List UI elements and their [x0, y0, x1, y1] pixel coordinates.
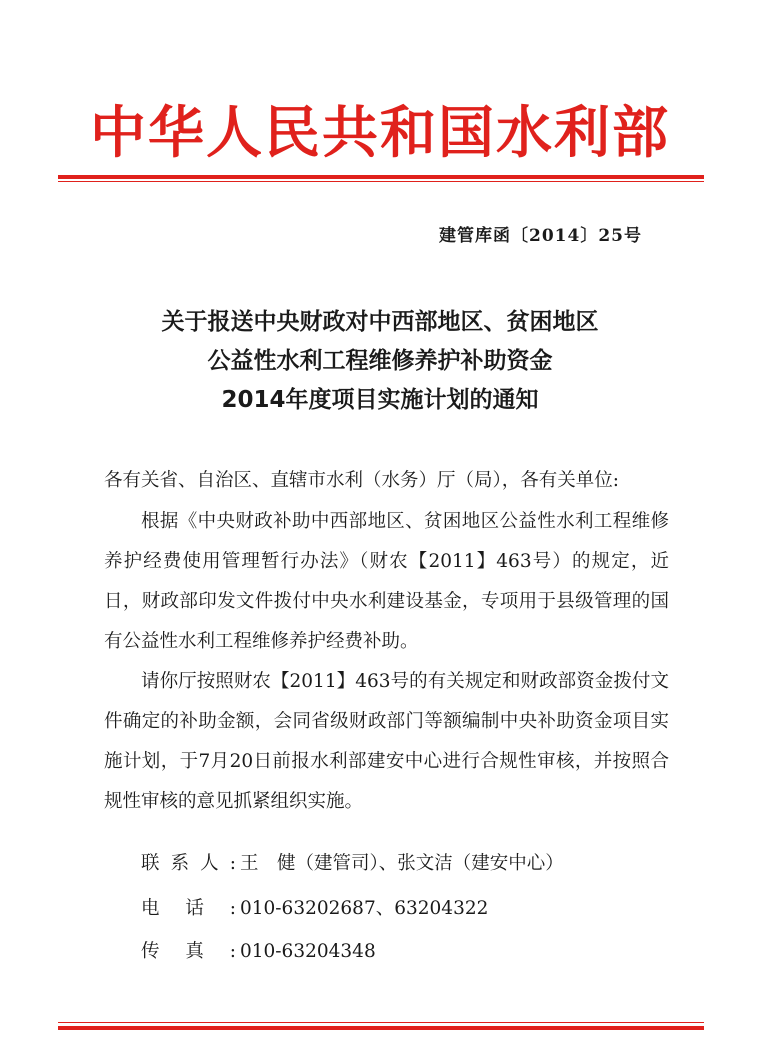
phone-row [141, 894, 488, 924]
contact-person-label: 联系人: [141, 853, 236, 874]
document-title-line-3: 2014年度项目实施计划的通知 [221, 387, 539, 413]
contact-person-value: 王 健（建管司）、张文洁（建安中心） [240, 853, 564, 874]
phone-label: 电话: [141, 898, 236, 919]
footer-red-rule-thick [58, 1026, 704, 1030]
fax-label: 传真: [141, 941, 236, 962]
fax-value: 010-63204348 [240, 941, 376, 962]
header-red-rule-thick [58, 175, 704, 179]
contact-person-row [141, 849, 564, 879]
salutation: 各有关省、自治区、直辖市水利（水务）厅（局），各有关单位: [104, 470, 619, 491]
body-paragraph-1: 根据《中央财政补助中西部地区、贫困地区公益性水利工程维修养护经费使用管理暂行办法》（财农【2011】463号）的规定，近日，财政部印发文件拨付中央水利建设基金，专项用于县级管理的国有公益性水利工程维修养护经费补助。 [104, 511, 669, 652]
body-paragraph-2: 请你厅按照财农【2011】463号的有关规定和财政部资金拨付文件确定的补助金额，会同省级财政部门等额编制中央补助资金项目实施计划，于7月20日前报水利部建安中心进行合规性审核，并按照合规性审核的意见抓紧组织实施。 [104, 671, 669, 812]
document-number: 建管库函〔2014〕25号 [439, 226, 642, 246]
document-title-line-1: 关于报送中央财政对中西部地区、贫困地区 [161, 309, 599, 335]
document-title-line-2: 公益性水利工程维修养护补助资金 [207, 348, 553, 374]
footer-red-rule-thin [58, 1022, 704, 1023]
phone-value: 010-63202687、63204322 [240, 898, 489, 919]
issuing-authority-header: 中华人民共和国水利部 [90, 100, 670, 166]
fax-row [141, 937, 376, 967]
header-red-rule-thin [58, 181, 704, 182]
document-title [0, 303, 760, 420]
